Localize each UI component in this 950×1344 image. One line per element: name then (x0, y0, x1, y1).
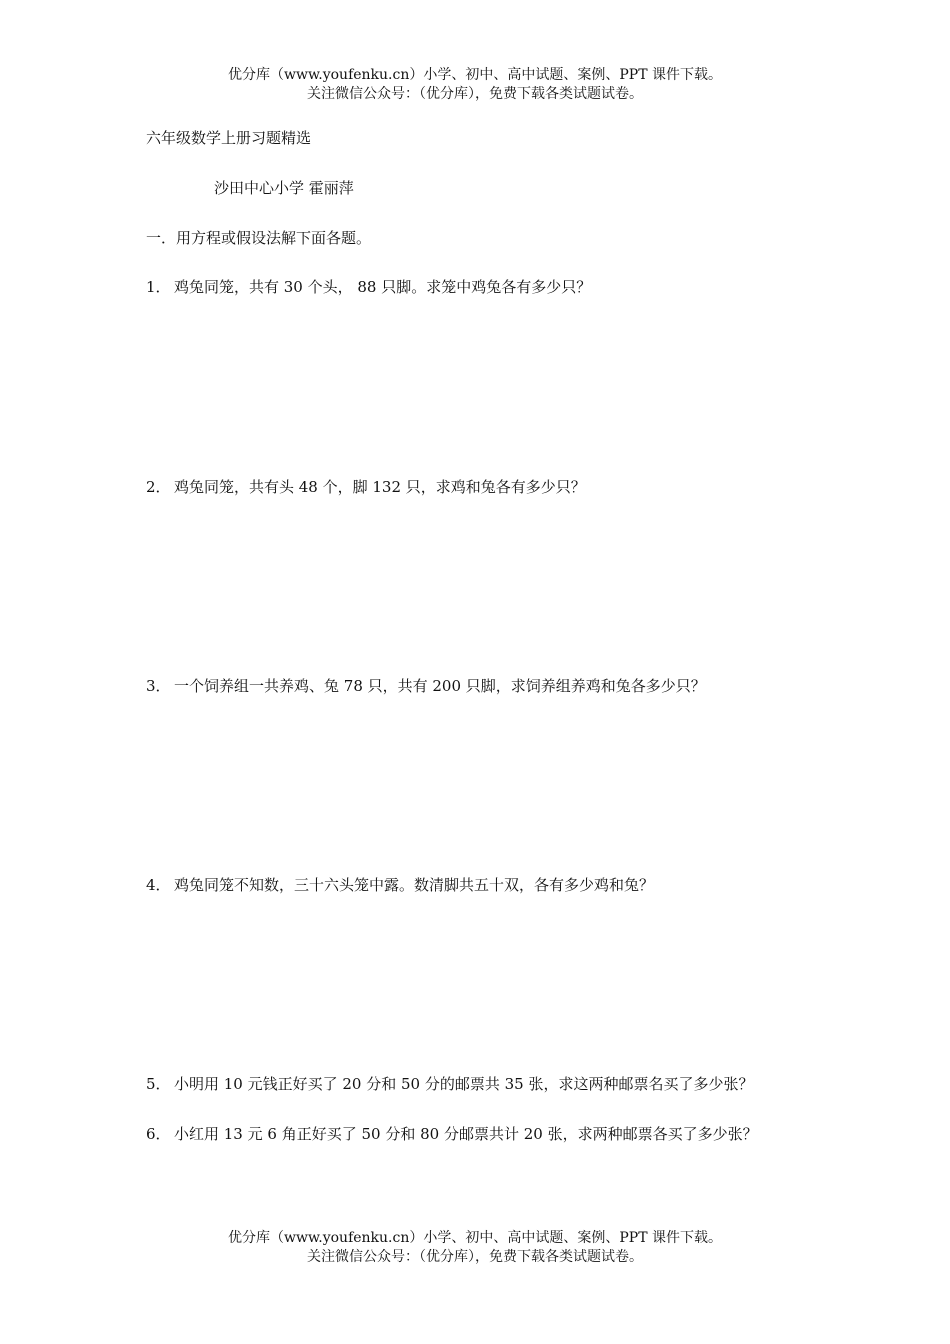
question-number: 1． (146, 278, 171, 296)
question-item (146, 1123, 758, 1144)
question-number: 2． (146, 478, 171, 496)
question-number: 5． (146, 1075, 171, 1093)
question-text: 鸡兔同笼不知数，三十六头笼中露。数清脚共五十双，各有多少鸡和兔？ (174, 876, 655, 894)
question-item (146, 476, 586, 497)
question-item (146, 276, 591, 297)
footer-line-2: 关注微信公众号：（优分库），免费下载各类试题试卷。 (307, 1249, 643, 1265)
question-text: 小明用 10 元钱正好买了 20 分和 50 分的邮票共 35 张，求这两种邮票名买了多少张？ (174, 1075, 754, 1093)
question-text: 一个饲养组一共养鸡、兔 78 只，共有 200 只脚，求饲养组养鸡和兔各多少只？ (174, 677, 706, 695)
question-text: 鸡兔同笼，共有 30 个头， 88 只脚。求笼中鸡兔各有多少只？ (174, 278, 592, 296)
question-number: 4． (146, 876, 171, 894)
author-line: 沙田中心小学 霍丽萍 (214, 179, 354, 197)
question-item (146, 675, 706, 696)
document-title: 六年级数学上册习题精选 (146, 129, 312, 147)
question-item (146, 874, 654, 895)
header-line-2: 关注微信公众号：（优分库），免费下载各类试题试卷。 (307, 86, 643, 102)
page-header (0, 66, 950, 104)
question-number: 6． (146, 1125, 171, 1143)
section-heading: 一．用方程或假设法解下面各题。 (146, 229, 372, 247)
question-text: 鸡兔同笼，共有头 48 个，脚 132 只，求鸡和兔各有多少只？ (174, 478, 586, 496)
question-number: 3． (146, 677, 171, 695)
question-item (146, 1073, 754, 1094)
question-text: 小红用 13 元 6 角正好买了 50 分和 80 分邮票共计 20 张，求两种邮票各买了多少张？ (174, 1125, 758, 1143)
footer-line-1: 优分库（www.youfenku.cn）小学、初中、高中试题、案例、PPT 课件下载。 (227, 1230, 722, 1246)
header-line-1: 优分库（www.youfenku.cn）小学、初中、高中试题、案例、PPT 课件下载。 (227, 67, 722, 83)
page-footer (0, 1229, 950, 1267)
